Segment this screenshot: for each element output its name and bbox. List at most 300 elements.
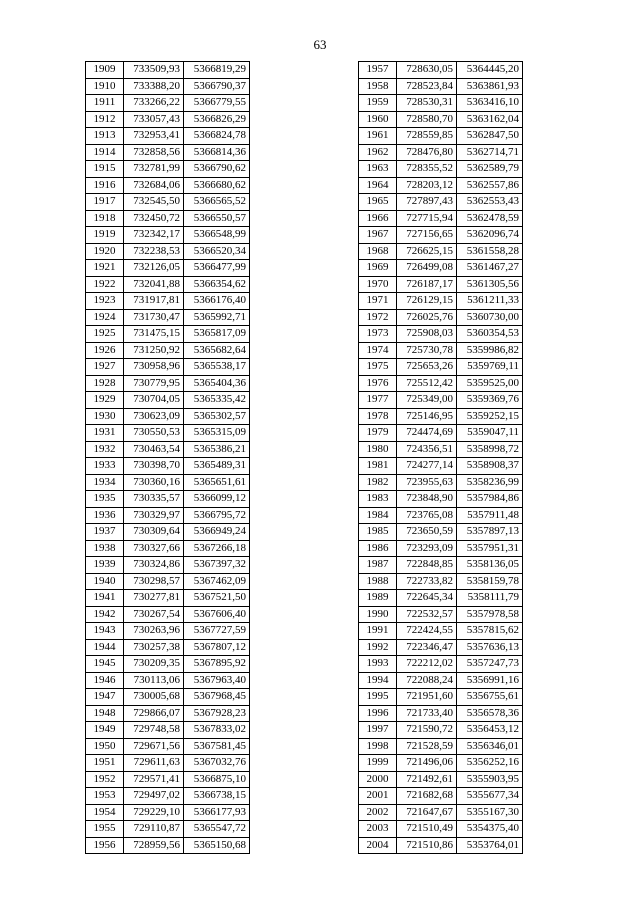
- y-coordinate-cell: 5366177,93: [184, 804, 250, 821]
- y-coordinate-cell: 5365538,17: [184, 359, 250, 376]
- x-coordinate-cell: 727897,43: [397, 194, 457, 211]
- point-number-cell: 1978: [359, 408, 397, 425]
- y-coordinate-cell: 5358136,05: [457, 557, 523, 574]
- point-number-cell: 1990: [359, 606, 397, 623]
- point-number-cell: 1916: [86, 177, 124, 194]
- table-row: [359, 821, 523, 838]
- point-number-cell: 1967: [359, 227, 397, 244]
- x-coordinate-cell: 722346,47: [397, 639, 457, 656]
- x-coordinate-cell: 730335,57: [124, 491, 184, 508]
- table-row: [359, 771, 523, 788]
- point-number-cell: 1918: [86, 210, 124, 227]
- point-number-cell: 1930: [86, 408, 124, 425]
- point-number-cell: 1985: [359, 524, 397, 541]
- x-coordinate-cell: 733509,93: [124, 62, 184, 79]
- table-row: [86, 161, 250, 178]
- y-coordinate-cell: 5353764,01: [457, 837, 523, 854]
- y-coordinate-cell: 5367895,92: [184, 656, 250, 673]
- x-coordinate-cell: 727156,65: [397, 227, 457, 244]
- y-coordinate-cell: 5355903,95: [457, 771, 523, 788]
- y-coordinate-cell: 5365386,21: [184, 441, 250, 458]
- x-coordinate-cell: 732781,99: [124, 161, 184, 178]
- point-number-cell: 1954: [86, 804, 124, 821]
- table-row: [359, 342, 523, 359]
- table-row: [359, 623, 523, 640]
- y-coordinate-cell: 5365302,57: [184, 408, 250, 425]
- x-coordinate-cell: 730958,96: [124, 359, 184, 376]
- point-number-cell: 1933: [86, 458, 124, 475]
- table-row: [86, 326, 250, 343]
- y-coordinate-cell: 5366548,99: [184, 227, 250, 244]
- x-coordinate-cell: 726625,15: [397, 243, 457, 260]
- point-number-cell: 1979: [359, 425, 397, 442]
- x-coordinate-cell: 726025,76: [397, 309, 457, 326]
- point-number-cell: 1949: [86, 722, 124, 739]
- x-coordinate-cell: 732342,17: [124, 227, 184, 244]
- y-coordinate-cell: 5367462,09: [184, 573, 250, 590]
- point-number-cell: 1948: [86, 705, 124, 722]
- point-number-cell: 1929: [86, 392, 124, 409]
- table-row: [359, 474, 523, 491]
- table-row: [359, 260, 523, 277]
- point-number-cell: 1941: [86, 590, 124, 607]
- point-number-cell: 1983: [359, 491, 397, 508]
- table-row: [359, 507, 523, 524]
- point-number-cell: 1921: [86, 260, 124, 277]
- table-row: [86, 392, 250, 409]
- x-coordinate-cell: 721510,49: [397, 821, 457, 838]
- point-number-cell: 1910: [86, 78, 124, 95]
- point-number-cell: 1909: [86, 62, 124, 79]
- table-row: [86, 722, 250, 739]
- point-number-cell: 1972: [359, 309, 397, 326]
- table-row: [86, 507, 250, 524]
- table-row: [359, 722, 523, 739]
- x-coordinate-cell: 729229,10: [124, 804, 184, 821]
- table-row: [86, 590, 250, 607]
- x-coordinate-cell: 730779,95: [124, 375, 184, 392]
- x-coordinate-cell: 728630,05: [397, 62, 457, 79]
- point-number-cell: 1923: [86, 293, 124, 310]
- point-number-cell: 1911: [86, 95, 124, 112]
- point-number-cell: 1961: [359, 128, 397, 145]
- y-coordinate-cell: 5365817,09: [184, 326, 250, 343]
- y-coordinate-cell: 5367928,23: [184, 705, 250, 722]
- y-coordinate-cell: 5365489,31: [184, 458, 250, 475]
- point-number-cell: 1946: [86, 672, 124, 689]
- y-coordinate-cell: 5358236,99: [457, 474, 523, 491]
- y-coordinate-cell: 5366814,36: [184, 144, 250, 161]
- x-coordinate-cell: 729110,87: [124, 821, 184, 838]
- y-coordinate-cell: 5366826,29: [184, 111, 250, 128]
- table-row: [86, 474, 250, 491]
- y-coordinate-cell: 5359369,76: [457, 392, 523, 409]
- point-number-cell: 1982: [359, 474, 397, 491]
- table-row: [359, 606, 523, 623]
- point-number-cell: 1980: [359, 441, 397, 458]
- table-row: [359, 144, 523, 161]
- point-number-cell: 1944: [86, 639, 124, 656]
- y-coordinate-cell: 5365315,09: [184, 425, 250, 442]
- table-row: [359, 425, 523, 442]
- y-coordinate-cell: 5356252,16: [457, 755, 523, 772]
- x-coordinate-cell: 732126,05: [124, 260, 184, 277]
- table-row: [359, 194, 523, 211]
- y-coordinate-cell: 5356453,12: [457, 722, 523, 739]
- table-row: [359, 590, 523, 607]
- x-coordinate-cell: 721496,06: [397, 755, 457, 772]
- page-number: 63: [313, 37, 327, 52]
- table-row: [359, 62, 523, 79]
- point-number-cell: 1912: [86, 111, 124, 128]
- point-number-cell: 1968: [359, 243, 397, 260]
- table-row: [359, 210, 523, 227]
- point-number-cell: 1962: [359, 144, 397, 161]
- table-row: [359, 78, 523, 95]
- x-coordinate-cell: 733057,43: [124, 111, 184, 128]
- x-coordinate-cell: 728476,80: [397, 144, 457, 161]
- y-coordinate-cell: 5367266,18: [184, 540, 250, 557]
- table-row: [86, 540, 250, 557]
- table-row: [86, 62, 250, 79]
- table-row: [86, 639, 250, 656]
- point-number-cell: 1927: [86, 359, 124, 376]
- point-number-cell: 1994: [359, 672, 397, 689]
- x-coordinate-cell: 726187,17: [397, 276, 457, 293]
- point-number-cell: 1984: [359, 507, 397, 524]
- table-row: [86, 309, 250, 326]
- y-coordinate-cell: 5362714,71: [457, 144, 523, 161]
- y-coordinate-cell: 5367727,59: [184, 623, 250, 640]
- point-number-cell: 1915: [86, 161, 124, 178]
- point-number-cell: 1963: [359, 161, 397, 178]
- y-coordinate-cell: 5358111,79: [457, 590, 523, 607]
- table-row: [86, 194, 250, 211]
- point-number-cell: 1913: [86, 128, 124, 145]
- x-coordinate-cell: 723293,09: [397, 540, 457, 557]
- table-row: [359, 524, 523, 541]
- y-coordinate-cell: 5367807,12: [184, 639, 250, 656]
- table-row: [359, 392, 523, 409]
- table-row: [359, 755, 523, 772]
- table-row: [359, 111, 523, 128]
- y-coordinate-cell: 5366176,40: [184, 293, 250, 310]
- table-row: [359, 128, 523, 145]
- point-number-cell: 1966: [359, 210, 397, 227]
- point-number-cell: 1965: [359, 194, 397, 211]
- y-coordinate-cell: 5367833,02: [184, 722, 250, 739]
- x-coordinate-cell: 722088,24: [397, 672, 457, 689]
- y-coordinate-cell: 5365404,36: [184, 375, 250, 392]
- y-coordinate-cell: 5366354,62: [184, 276, 250, 293]
- x-coordinate-cell: 730209,35: [124, 656, 184, 673]
- y-coordinate-cell: 5365547,72: [184, 821, 250, 838]
- y-coordinate-cell: 5357978,58: [457, 606, 523, 623]
- x-coordinate-cell: 732545,50: [124, 194, 184, 211]
- table-row: [86, 111, 250, 128]
- table-row: [359, 408, 523, 425]
- y-coordinate-cell: 5366875,10: [184, 771, 250, 788]
- y-coordinate-cell: 5361467,27: [457, 260, 523, 277]
- table-row: [359, 276, 523, 293]
- x-coordinate-cell: 721647,67: [397, 804, 457, 821]
- table-row: [86, 458, 250, 475]
- point-number-cell: 1964: [359, 177, 397, 194]
- y-coordinate-cell: 5360354,53: [457, 326, 523, 343]
- x-coordinate-cell: 728355,52: [397, 161, 457, 178]
- point-number-cell: 1919: [86, 227, 124, 244]
- table-row: [86, 260, 250, 277]
- table-row: [86, 656, 250, 673]
- table-row: [86, 210, 250, 227]
- x-coordinate-cell: 730623,09: [124, 408, 184, 425]
- point-number-cell: 2000: [359, 771, 397, 788]
- y-coordinate-cell: 5365992,71: [184, 309, 250, 326]
- point-number-cell: 1928: [86, 375, 124, 392]
- x-coordinate-cell: 724474,69: [397, 425, 457, 442]
- x-coordinate-cell: 729571,41: [124, 771, 184, 788]
- y-coordinate-cell: 5365682,64: [184, 342, 250, 359]
- point-number-cell: 1991: [359, 623, 397, 640]
- x-coordinate-cell: 732858,56: [124, 144, 184, 161]
- point-number-cell: 1936: [86, 507, 124, 524]
- table-row: [86, 177, 250, 194]
- x-coordinate-cell: 732238,53: [124, 243, 184, 260]
- y-coordinate-cell: 5366099,12: [184, 491, 250, 508]
- coordinates-table-left: [85, 61, 250, 854]
- point-number-cell: 1926: [86, 342, 124, 359]
- x-coordinate-cell: 728203,12: [397, 177, 457, 194]
- x-coordinate-cell: 722532,57: [397, 606, 457, 623]
- y-coordinate-cell: 5358998,72: [457, 441, 523, 458]
- point-number-cell: 1917: [86, 194, 124, 211]
- point-number-cell: 1931: [86, 425, 124, 442]
- x-coordinate-cell: 721510,86: [397, 837, 457, 854]
- table-row: [86, 243, 250, 260]
- x-coordinate-cell: 730263,96: [124, 623, 184, 640]
- point-number-cell: 1937: [86, 524, 124, 541]
- x-coordinate-cell: 726129,15: [397, 293, 457, 310]
- y-coordinate-cell: 5366477,99: [184, 260, 250, 277]
- table-row: [86, 804, 250, 821]
- x-coordinate-cell: 731917,81: [124, 293, 184, 310]
- point-number-cell: 1960: [359, 111, 397, 128]
- point-number-cell: 1970: [359, 276, 397, 293]
- y-coordinate-cell: 5363162,04: [457, 111, 523, 128]
- y-coordinate-cell: 5357984,86: [457, 491, 523, 508]
- x-coordinate-cell: 730360,16: [124, 474, 184, 491]
- x-coordinate-cell: 731475,15: [124, 326, 184, 343]
- table-row: [86, 771, 250, 788]
- y-coordinate-cell: 5357247,73: [457, 656, 523, 673]
- x-coordinate-cell: 723848,90: [397, 491, 457, 508]
- y-coordinate-cell: 5359986,82: [457, 342, 523, 359]
- point-number-cell: 2004: [359, 837, 397, 854]
- y-coordinate-cell: 5359047,11: [457, 425, 523, 442]
- table-row: [359, 177, 523, 194]
- y-coordinate-cell: 5361305,56: [457, 276, 523, 293]
- y-coordinate-cell: 5365335,42: [184, 392, 250, 409]
- table-row: [86, 705, 250, 722]
- x-coordinate-cell: 730277,81: [124, 590, 184, 607]
- y-coordinate-cell: 5362589,79: [457, 161, 523, 178]
- point-number-cell: 1956: [86, 837, 124, 854]
- y-coordinate-cell: 5366819,29: [184, 62, 250, 79]
- point-number-cell: 1981: [359, 458, 397, 475]
- table-body: [359, 62, 523, 854]
- table-row: [86, 144, 250, 161]
- point-number-cell: 1996: [359, 705, 397, 722]
- y-coordinate-cell: 5359769,11: [457, 359, 523, 376]
- x-coordinate-cell: 721528,59: [397, 738, 457, 755]
- table-row: [86, 557, 250, 574]
- point-number-cell: 1971: [359, 293, 397, 310]
- table-row: [86, 375, 250, 392]
- point-number-cell: 2003: [359, 821, 397, 838]
- point-number-cell: 1924: [86, 309, 124, 326]
- x-coordinate-cell: 730005,68: [124, 689, 184, 706]
- point-number-cell: 1950: [86, 738, 124, 755]
- table-row: [86, 623, 250, 640]
- point-number-cell: 1987: [359, 557, 397, 574]
- y-coordinate-cell: 5357951,31: [457, 540, 523, 557]
- x-coordinate-cell: 732953,41: [124, 128, 184, 145]
- point-number-cell: 1935: [86, 491, 124, 508]
- point-number-cell: 1945: [86, 656, 124, 673]
- point-number-cell: 1997: [359, 722, 397, 739]
- y-coordinate-cell: 5367397,32: [184, 557, 250, 574]
- x-coordinate-cell: 725349,00: [397, 392, 457, 409]
- x-coordinate-cell: 721682,68: [397, 788, 457, 805]
- table-row: [86, 78, 250, 95]
- x-coordinate-cell: 722424,55: [397, 623, 457, 640]
- x-coordinate-cell: 725146,95: [397, 408, 457, 425]
- y-coordinate-cell: 5363861,93: [457, 78, 523, 95]
- y-coordinate-cell: 5357636,13: [457, 639, 523, 656]
- point-number-cell: 1920: [86, 243, 124, 260]
- y-coordinate-cell: 5367032,76: [184, 755, 250, 772]
- point-number-cell: 1922: [86, 276, 124, 293]
- table-row: [359, 309, 523, 326]
- table-row: [86, 293, 250, 310]
- point-number-cell: 2002: [359, 804, 397, 821]
- table-row: [86, 128, 250, 145]
- y-coordinate-cell: 5365150,68: [184, 837, 250, 854]
- x-coordinate-cell: 722848,85: [397, 557, 457, 574]
- x-coordinate-cell: 723650,59: [397, 524, 457, 541]
- x-coordinate-cell: 730324,86: [124, 557, 184, 574]
- point-number-cell: 1955: [86, 821, 124, 838]
- y-coordinate-cell: 5366738,15: [184, 788, 250, 805]
- table-row: [86, 342, 250, 359]
- y-coordinate-cell: 5362557,86: [457, 177, 523, 194]
- table-row: [359, 689, 523, 706]
- table-row: [359, 491, 523, 508]
- table-row: [86, 738, 250, 755]
- y-coordinate-cell: 5361558,28: [457, 243, 523, 260]
- point-number-cell: 1953: [86, 788, 124, 805]
- point-number-cell: 1992: [359, 639, 397, 656]
- table-row: [359, 227, 523, 244]
- y-coordinate-cell: 5366790,37: [184, 78, 250, 95]
- x-coordinate-cell: 730550,53: [124, 425, 184, 442]
- x-coordinate-cell: 725730,78: [397, 342, 457, 359]
- table-row: [359, 441, 523, 458]
- x-coordinate-cell: 730329,97: [124, 507, 184, 524]
- y-coordinate-cell: 5366795,72: [184, 507, 250, 524]
- table-row: [86, 672, 250, 689]
- table-row: [86, 837, 250, 854]
- coordinates-table-right: [358, 61, 523, 854]
- y-coordinate-cell: 5358908,37: [457, 458, 523, 475]
- x-coordinate-cell: 727715,94: [397, 210, 457, 227]
- x-coordinate-cell: 732684,06: [124, 177, 184, 194]
- y-coordinate-cell: 5366680,62: [184, 177, 250, 194]
- table-row: [86, 606, 250, 623]
- table-row: [359, 359, 523, 376]
- y-coordinate-cell: 5367968,45: [184, 689, 250, 706]
- x-coordinate-cell: 725512,42: [397, 375, 457, 392]
- x-coordinate-cell: 729866,07: [124, 705, 184, 722]
- x-coordinate-cell: 730267,54: [124, 606, 184, 623]
- x-coordinate-cell: 731730,47: [124, 309, 184, 326]
- table-row: [359, 243, 523, 260]
- x-coordinate-cell: 728959,56: [124, 837, 184, 854]
- point-number-cell: 1943: [86, 623, 124, 640]
- point-number-cell: 1959: [359, 95, 397, 112]
- x-coordinate-cell: 729497,02: [124, 788, 184, 805]
- y-coordinate-cell: 5357815,62: [457, 623, 523, 640]
- x-coordinate-cell: 732450,72: [124, 210, 184, 227]
- point-number-cell: 1974: [359, 342, 397, 359]
- point-number-cell: 1993: [359, 656, 397, 673]
- table-row: [359, 458, 523, 475]
- x-coordinate-cell: 722212,02: [397, 656, 457, 673]
- x-coordinate-cell: 724356,51: [397, 441, 457, 458]
- table-row: [86, 491, 250, 508]
- y-coordinate-cell: 5357897,13: [457, 524, 523, 541]
- point-number-cell: 1998: [359, 738, 397, 755]
- y-coordinate-cell: 5356578,36: [457, 705, 523, 722]
- x-coordinate-cell: 731250,92: [124, 342, 184, 359]
- y-coordinate-cell: 5359525,00: [457, 375, 523, 392]
- y-coordinate-cell: 5366550,57: [184, 210, 250, 227]
- y-coordinate-cell: 5366779,55: [184, 95, 250, 112]
- x-coordinate-cell: 725653,26: [397, 359, 457, 376]
- point-number-cell: 1973: [359, 326, 397, 343]
- table-row: [359, 557, 523, 574]
- x-coordinate-cell: 733388,20: [124, 78, 184, 95]
- point-number-cell: 1976: [359, 375, 397, 392]
- y-coordinate-cell: 5362096,74: [457, 227, 523, 244]
- table-row: [359, 95, 523, 112]
- x-coordinate-cell: 721733,40: [397, 705, 457, 722]
- y-coordinate-cell: 5367581,45: [184, 738, 250, 755]
- table-row: [359, 375, 523, 392]
- y-coordinate-cell: 5366824,78: [184, 128, 250, 145]
- y-coordinate-cell: 5360730,00: [457, 309, 523, 326]
- y-coordinate-cell: 5366949,24: [184, 524, 250, 541]
- y-coordinate-cell: 5362478,59: [457, 210, 523, 227]
- table-row: [359, 804, 523, 821]
- point-number-cell: 1958: [359, 78, 397, 95]
- table-row: [359, 672, 523, 689]
- table-row: [359, 705, 523, 722]
- x-coordinate-cell: 730113,06: [124, 672, 184, 689]
- point-number-cell: 1934: [86, 474, 124, 491]
- table-row: [359, 293, 523, 310]
- y-coordinate-cell: 5366790,62: [184, 161, 250, 178]
